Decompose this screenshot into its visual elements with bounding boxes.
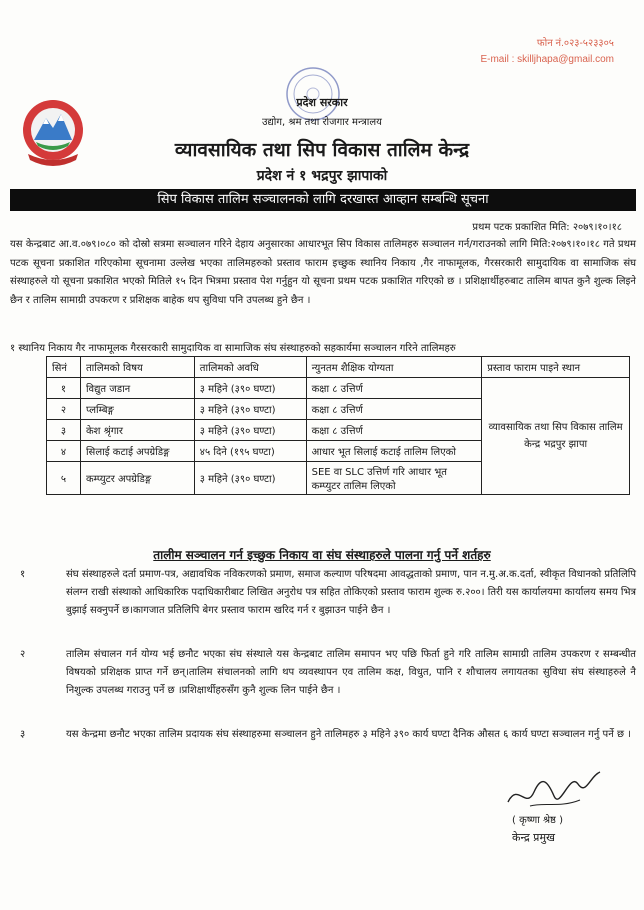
contact-block [480, 36, 614, 68]
cell-qualification: आधार भूत सिलाई कटाई तालिम लिएको [306, 441, 482, 462]
condition-number: १ [20, 569, 26, 580]
header-subject: तालिमको विषय [80, 357, 194, 378]
cell-subject: प्लम्बिङ्ग [80, 399, 194, 420]
cell-serial: २ [47, 399, 81, 420]
government-name: प्रदेश सरकार [296, 96, 348, 109]
publish-date: प्रथम पटक प्रकाशित मिति: २०७९।१०।१८ [472, 222, 622, 233]
cell-qualification: कक्षा ८ उत्तिर्ण [306, 378, 482, 399]
notice-title-banner: सिप विकास तालिम सञ्चालनको लागि दरखास्त आव्हान सम्बन्धि सूचना [10, 189, 636, 211]
cell-subject: केश श्रृंगार [80, 420, 194, 441]
signatory-name: ( कृष्णा श्रेष्ठ ) [512, 815, 564, 826]
condition-number: ३ [20, 729, 26, 740]
cell-serial: १ [47, 378, 81, 399]
cell-form-location: व्यावसायिक तथा सिप विकास तालिम केन्द्र भद्रपुर झापा [482, 378, 630, 495]
condition-text: यस केन्द्रमा छनौट भएका तालिम प्रदायक संघ संस्थाहरुमा सञ्चालन हुने तालिमहरु ३ महिने ३९० कार्य घण्टा दैनिक औसत ६ कार्य घण्टा सञ्चालन गर्नु पर्ने छ । [66, 729, 631, 740]
cell-qualification: कक्षा ८ उत्तिर्ण [306, 420, 482, 441]
condition-item [20, 726, 636, 744]
conditions-title: तालीम सञ्चालन गर्न इच्छुक निकाय वा संघ संस्थाहरुले पालना गर्नु पर्ने शर्तहरु [153, 548, 491, 562]
header-qualification: न्युनतम शैक्षिक योग्यता [306, 357, 482, 378]
cell-subject: कम्प्युटर अपग्रेडिङ्ग [80, 462, 194, 495]
condition-item [20, 646, 636, 700]
condition-number: २ [20, 649, 26, 660]
signatory-title: केन्द्र प्रमुख [512, 831, 556, 844]
condition-item [20, 566, 636, 620]
condition-text: संघ संस्थाहरुले दर्ता प्रमाण-पत्र, अद्यावधिक नविकरणको प्रमाण, समाज कल्याण परिषदमा आवद्धताको प्रमाण, पान न.मु.अ.क.दर्ता, स्वीकृत विधानको प्रतिलिपि संलग्न राखी संस्थाको आधिकारिक पदाधिकारीबाट लिखित अनुरोध पत्र सहित तोकिएको प्रस्ताव फाराम शुल्क रु.२००। तिरी यस कार्यालयमा कार्यालय समय भित्र बुझाई सक्नुपर्ने छ।कागजात प्रतिलिपि बेगर प्रस्ताव फाराम खरिद गर्न र बुझाउन पाईने छैन । [66, 569, 636, 616]
training-table [46, 356, 630, 495]
cell-duration: ३ महिने (३९० घण्टा) [194, 399, 306, 420]
cell-duration: ३ महिने (३९० घण्टा) [194, 378, 306, 399]
cell-duration: ३ महिने (३९० घण्टा) [194, 420, 306, 441]
organization-name: व्यावसायिक तथा सिप विकास तालिम केन्द्र [174, 139, 470, 161]
organization-address: प्रदेश नं १ भद्रपुर झापाको [256, 168, 388, 184]
table-header-row [47, 357, 630, 378]
table-row [47, 378, 630, 399]
cell-qualification: कक्षा ८ उत्तिर्ण [306, 399, 482, 420]
cell-subject: विद्युत जडान [80, 378, 194, 399]
header-serial: सिनं [47, 357, 81, 378]
intro-paragraph: यस केन्द्रबाट आ.व.०७९।०८० को दोस्रो सत्रमा सञ्चालन गरिने देहाय अनुसारका आधारभूत सिप विकास तालिमहरु सञ्चालन गर्न/गराउनको लागि मिति:२०७९।१०।१८ गते प्रथम पटक सूचना प्रकाशित गरिएकोमा सूचनामा उल्लेख भएका तालिमहरुको प्रस्ताव फाराम इच्छुक स्थानिय निकाय ,गैर नाफामूलक, गैरसरकारी सामुदायिक वा सामाजिक संघ संस्थाहरुले यो सूचना प्रकाशित भएको मितिले १५ दिन भित्रमा प्रस्ताव पेश गर्नुहुन यो सूचना प्रथम पटक प्रकाशित गरिएको छ । प्रशिक्षार्थीहरुबाट तालिम बापत कुनै शुल्क लिइने छैन र तालिम सामाग्री उपकरण र प्रशिक्षक बाहेक थप सुविधा पनि उपलब्ध हुने छैन । [10, 239, 636, 306]
header-form-location: प्रस्ताव फाराम पाइने स्थान [482, 357, 630, 378]
cell-duration: ४५ दिने (१९५ घण्टा) [194, 441, 306, 462]
cell-serial: ४ [47, 441, 81, 462]
phone-number: फोन नं.०२३-५२३३०५ [536, 38, 614, 49]
ministry-name: उद्योग, श्रम तथा रोजगार मन्त्रालय [262, 117, 382, 128]
cell-qualification: SEE वा SLC उत्तिर्ण गरि आधार भूत कम्प्युटर तालिम लिएको [306, 462, 482, 495]
cell-duration: ३ महिने (३९० घण्टा) [194, 462, 306, 495]
cell-serial: ३ [47, 420, 81, 441]
cell-serial: ५ [47, 462, 81, 495]
condition-text: तालिम संचालन गर्न योग्य भई छनौट भएका संघ संस्थाले यस केन्द्रबाट तालिम समापन भए पछि फिर्ता हुने गरि तालिम सामाग्री तालिम उपकरण र सम्बन्धीत विषयको प्रशिक्षक प्राप्त गर्ने छन्।तालिम संचालनको लागि थप व्यवस्थापन एव तालिम कक्ष, विधुत, पानि र शौचालय लगायतका सुविधा संघ संस्थाहरुले नै निशुल्क उपलब्ध गराउनु पर्ने छ ।प्रशिक्षार्थीहरुसँग कुनै शुल्क लिन पाईने छैन । [66, 649, 636, 696]
table-caption: १ स्थानिय निकाय गैर नाफामूलक गैरसरकारी सामुदायिक वा सामाजिक संघ संस्थाहरुको सहकार्यमा सञ्चालन गरिने तालिमहरु [10, 343, 456, 354]
cell-subject: सिलाई कटाई अपग्रेडिङ्ग [80, 441, 194, 462]
email-address: E-mail : skilljhapa@gmail.com [480, 54, 614, 65]
header-duration: तालिमको अवधि [194, 357, 306, 378]
